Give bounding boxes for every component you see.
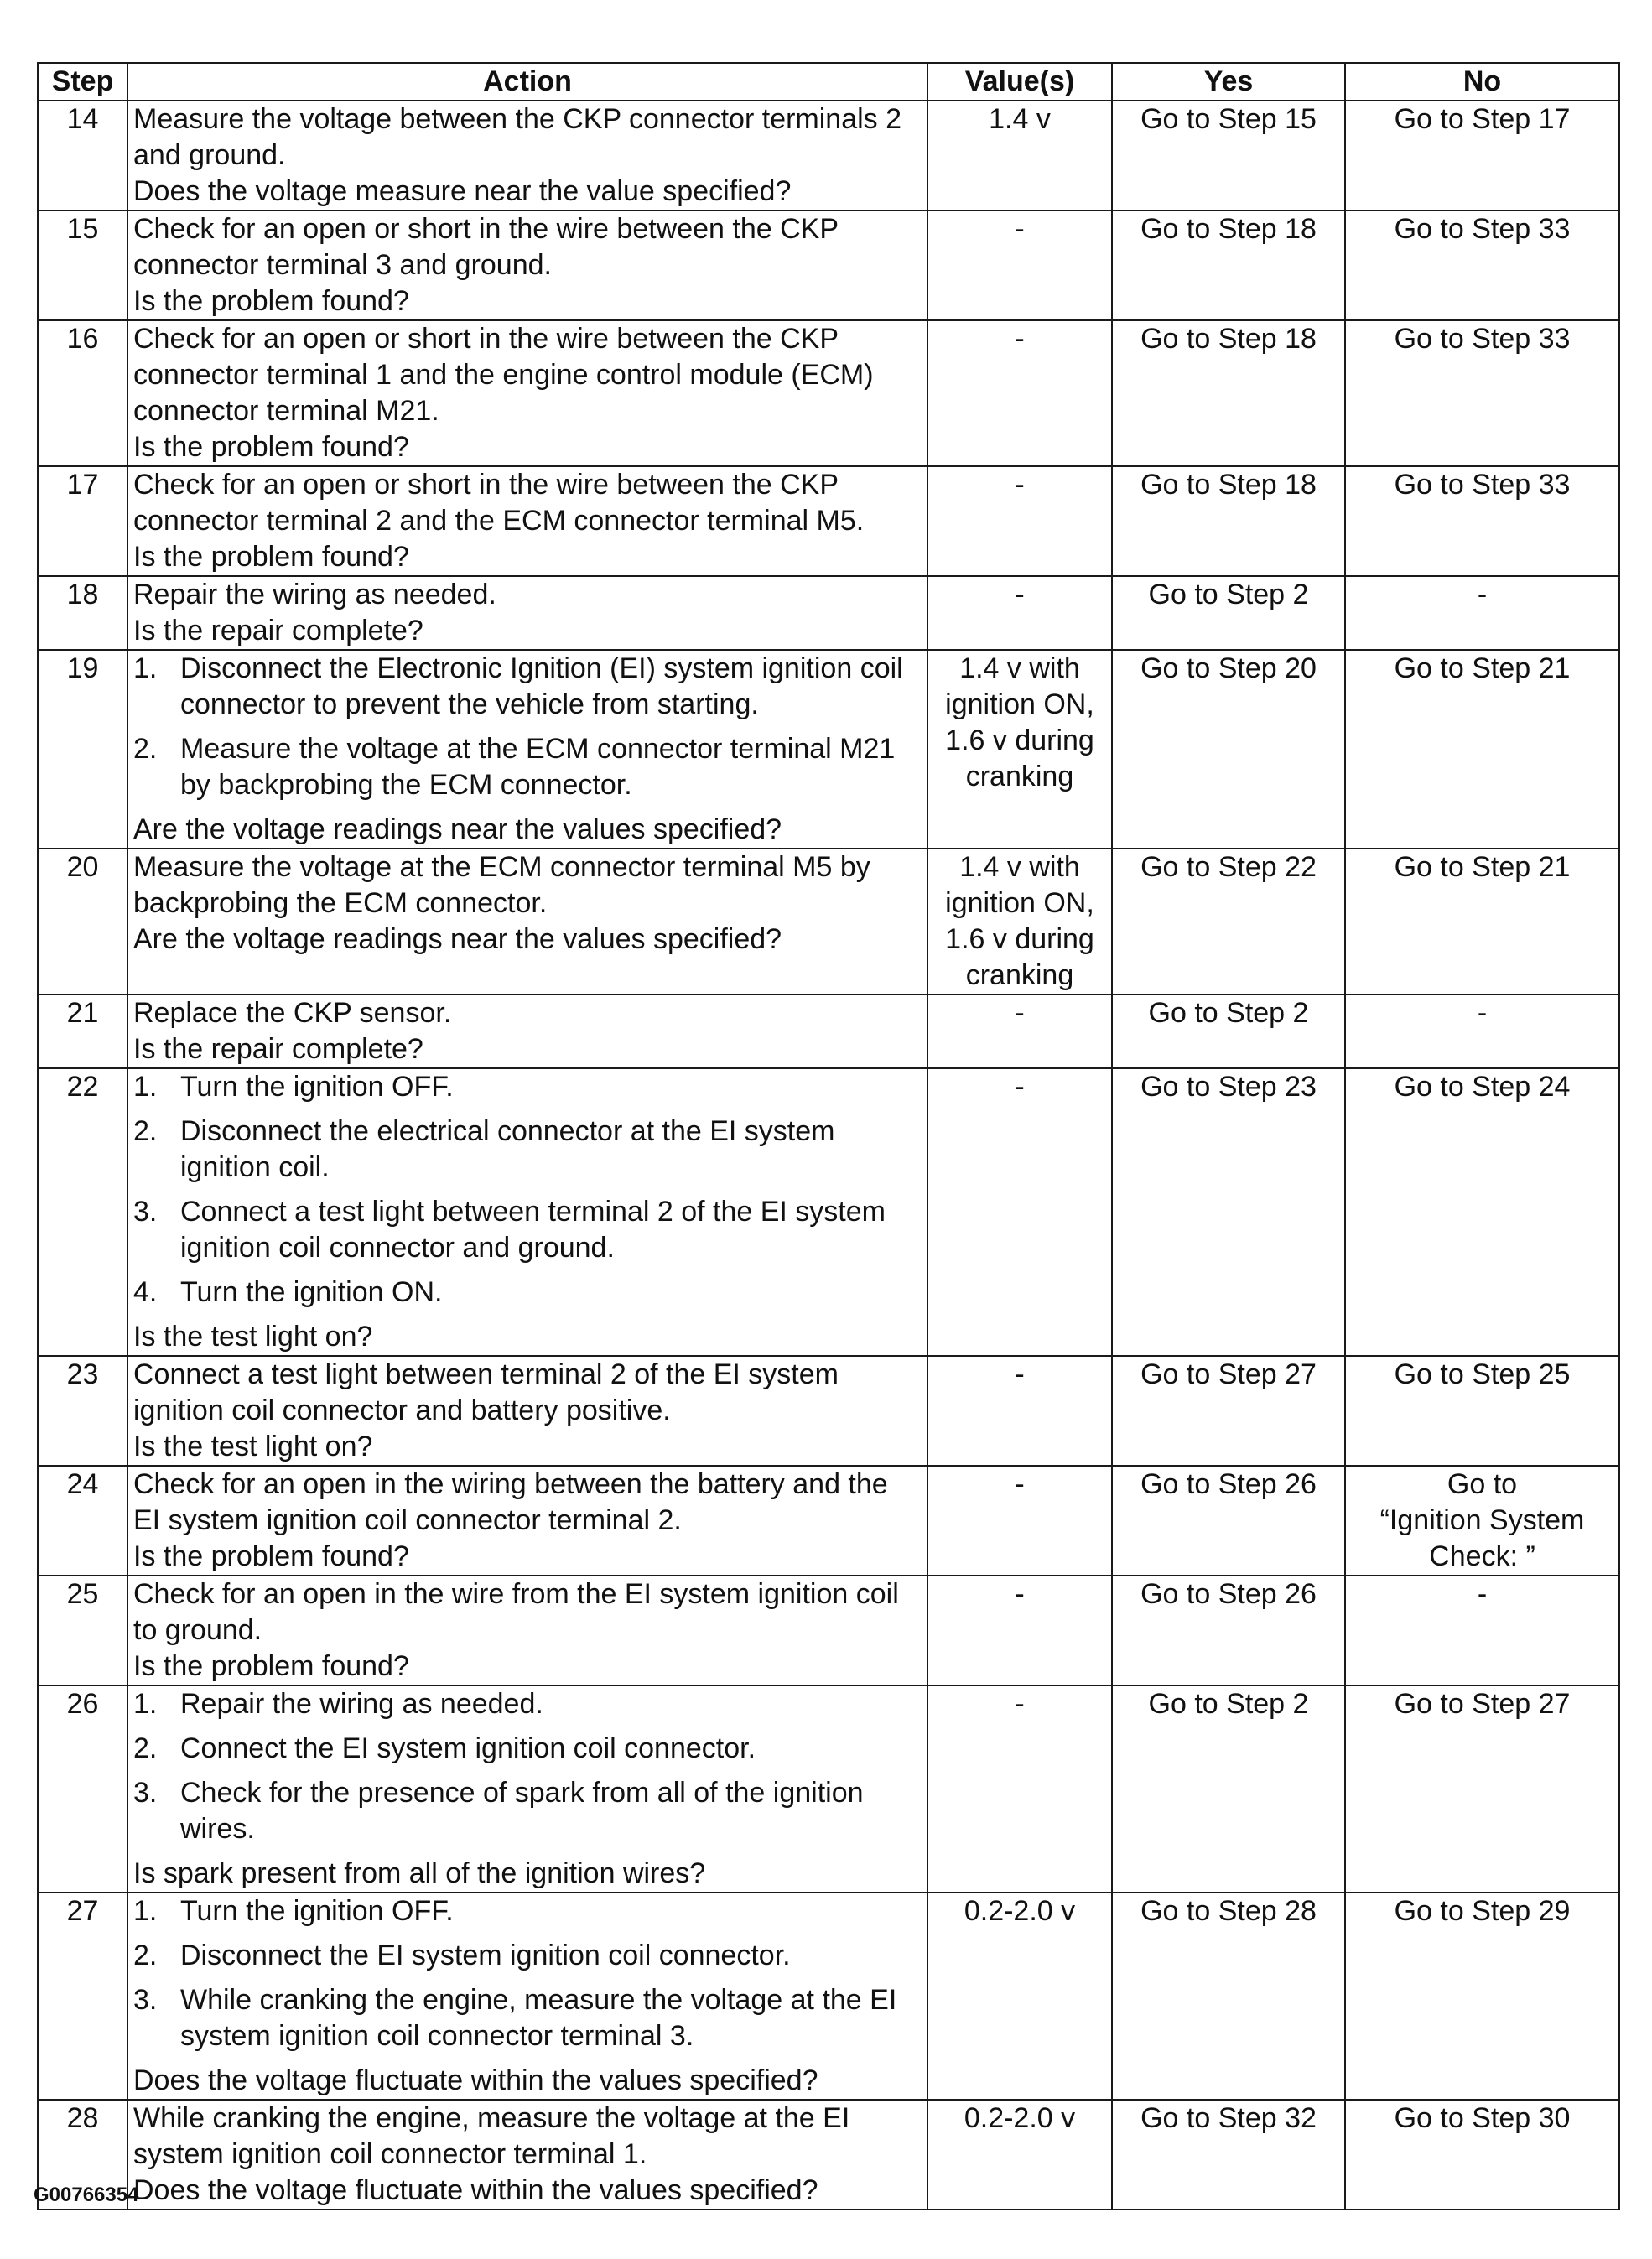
- action-list-item: [133, 1982, 922, 2054]
- action-text: Are the voltage readings near the values specified?: [133, 813, 782, 845]
- step-number: 14: [38, 101, 127, 210]
- no-line: Go to Step 21: [1394, 652, 1571, 684]
- list-number: 1.: [133, 1688, 158, 1720]
- action-list-item: [133, 1686, 922, 1722]
- value-cell: [927, 1466, 1112, 1576]
- no-line: Go to Step 17: [1394, 103, 1571, 135]
- action-list-item: [133, 651, 922, 723]
- value-cell: [927, 849, 1112, 994]
- action-text: Is the test light on?: [133, 1431, 373, 1462]
- step-number: 21: [38, 994, 127, 1068]
- yes-cell: Go to Step 2: [1112, 1685, 1345, 1893]
- action-list-item: [133, 1275, 922, 1311]
- action-text: Measure the voltage between the CKP connector terminals 2 and ground.: [133, 103, 902, 171]
- value-line: 1.4 v with: [959, 851, 1080, 883]
- action-cell: [127, 1068, 927, 1356]
- action-list-item: [133, 1731, 922, 1767]
- list-number: 2.: [133, 1940, 158, 1971]
- no-line: Check: ”: [1429, 1540, 1535, 1572]
- step-number: 27: [38, 1893, 127, 2100]
- value-line: 0.2-2.0 v: [964, 2102, 1076, 2134]
- yes-cell: Go to Step 15: [1112, 101, 1345, 210]
- action-text: Is the problem found?: [133, 1540, 409, 1572]
- action-cell: [127, 849, 927, 994]
- step-number: 19: [38, 650, 127, 849]
- diagnostic-table: [37, 62, 1620, 2210]
- action-text: Check for an open or short in the wire between the CKP connector terminal 1 and the engine control module (ECM) connector terminal M21.: [133, 323, 874, 427]
- value-line: -: [1015, 1688, 1025, 1720]
- no-line: -: [1477, 1578, 1488, 1610]
- table-body: [38, 101, 1619, 2210]
- action-text: While cranking the engine, measure the voltage at the EI system ignition coil connector terminal 1.: [133, 2102, 850, 2170]
- list-text: While cranking the engine, measure the voltage at the EI system ignition coil connector terminal 3.: [180, 1984, 897, 2052]
- value-line: ignition ON,: [945, 688, 1094, 720]
- list-text: Check for the presence of spark from all of the ignition wires.: [180, 1777, 864, 1845]
- action-text: Check for an open or short in the wire between the CKP connector terminal 2 and the ECM connector terminal M5.: [133, 469, 865, 537]
- action-cell: [127, 994, 927, 1068]
- action-text: Is the problem found?: [133, 1650, 409, 1682]
- yes-cell: Go to Step 23: [1112, 1068, 1345, 1356]
- action-text: Replace the CKP sensor.: [133, 997, 452, 1029]
- value-cell: [927, 1356, 1112, 1466]
- list-number: 3.: [133, 1196, 158, 1228]
- list-text: Turn the ignition OFF.: [180, 1071, 454, 1103]
- list-text: Connect the EI system ignition coil connector.: [180, 1732, 756, 1764]
- no-cell: [1345, 994, 1619, 1068]
- value-line: cranking: [965, 959, 1074, 991]
- value-line: ignition ON,: [945, 887, 1094, 919]
- list-text: Repair the wiring as needed.: [180, 1688, 543, 1720]
- list-number: 4.: [133, 1276, 158, 1308]
- action-cell: [127, 650, 927, 849]
- yes-cell: Go to Step 26: [1112, 1466, 1345, 1576]
- no-cell: [1345, 1576, 1619, 1685]
- list-number: 3.: [133, 1777, 158, 1809]
- action-text: Check for an open in the wiring between the battery and the EI system ignition coil connector terminal 2.: [133, 1468, 888, 1536]
- action-list-item: [133, 1775, 922, 1847]
- step-number: 25: [38, 1576, 127, 1685]
- action-cell: [127, 2100, 927, 2210]
- no-cell: [1345, 1685, 1619, 1893]
- yes-cell: Go to Step 18: [1112, 466, 1345, 576]
- list-text: Disconnect the Electronic Ignition (EI) system ignition coil connector to prevent the vehicle from starting.: [180, 652, 903, 720]
- header-value: Value(s): [927, 63, 1112, 101]
- table-row: [38, 210, 1619, 320]
- table-row: [38, 466, 1619, 576]
- list-number: 2.: [133, 733, 158, 765]
- value-line: -: [1015, 1358, 1025, 1390]
- list-text: Disconnect the EI system ignition coil connector.: [180, 1940, 791, 1971]
- step-number: 26: [38, 1685, 127, 1893]
- action-cell: [127, 1893, 927, 2100]
- action-list-item: [133, 1893, 922, 1929]
- no-line: Go to Step 33: [1394, 213, 1571, 245]
- no-line: “Ignition System: [1379, 1504, 1585, 1536]
- action-text: Is the repair complete?: [133, 615, 423, 647]
- action-text: Repair the wiring as needed.: [133, 579, 496, 610]
- list-text: Connect a test light between terminal 2 of the EI system ignition coil connector and ground.: [180, 1196, 886, 1264]
- step-number: 28: [38, 2100, 127, 2210]
- table-row: [38, 650, 1619, 849]
- no-cell: [1345, 849, 1619, 994]
- value-line: 1.4 v: [989, 103, 1051, 135]
- value-line: -: [1015, 997, 1025, 1029]
- step-number: 16: [38, 320, 127, 466]
- table-row: [38, 1356, 1619, 1466]
- table-row: [38, 1576, 1619, 1685]
- value-line: -: [1015, 1468, 1025, 1500]
- action-text: Is the test light on?: [133, 1321, 373, 1353]
- yes-cell: Go to Step 18: [1112, 210, 1345, 320]
- table-row: [38, 576, 1619, 650]
- no-cell: [1345, 320, 1619, 466]
- action-text: Does the voltage measure near the value specified?: [133, 175, 792, 207]
- table-row: [38, 1466, 1619, 1576]
- action-text: Check for an open in the wire from the EI system ignition coil to ground.: [133, 1578, 899, 1646]
- list-number: 1.: [133, 652, 158, 684]
- figure-code: G00766354: [34, 2184, 139, 2206]
- action-text: Measure the voltage at the ECM connector terminal M5 by backprobing the ECM connector.: [133, 851, 870, 919]
- no-cell: [1345, 1356, 1619, 1466]
- value-cell: [927, 101, 1112, 210]
- action-cell: [127, 101, 927, 210]
- no-line: Go to Step 27: [1394, 1688, 1571, 1720]
- no-cell: [1345, 1466, 1619, 1576]
- list-number: 1.: [133, 1071, 158, 1103]
- value-line: -: [1015, 1071, 1025, 1103]
- yes-cell: Go to Step 20: [1112, 650, 1345, 849]
- action-cell: [127, 210, 927, 320]
- value-line: -: [1015, 579, 1025, 610]
- action-list-item: [133, 1114, 922, 1186]
- action-cell: [127, 1356, 927, 1466]
- table-row: [38, 2100, 1619, 2210]
- yes-cell: Go to Step 28: [1112, 1893, 1345, 2100]
- list-number: 2.: [133, 1115, 158, 1147]
- yes-cell: Go to Step 2: [1112, 994, 1345, 1068]
- list-text: Measure the voltage at the ECM connector terminal M21 by backprobing the ECM connector.: [180, 733, 896, 801]
- step-number: 18: [38, 576, 127, 650]
- no-line: Go to Step 25: [1394, 1358, 1571, 1390]
- list-number: 2.: [133, 1732, 158, 1764]
- value-cell: [927, 1893, 1112, 2100]
- action-text: Is the problem found?: [133, 285, 409, 317]
- no-line: Go to: [1447, 1468, 1518, 1500]
- yes-cell: Go to Step 32: [1112, 2100, 1345, 2210]
- value-line: -: [1015, 323, 1025, 355]
- table-row: [38, 1685, 1619, 1893]
- header-yes: Yes: [1112, 63, 1345, 101]
- value-line: 1.6 v during: [945, 923, 1094, 955]
- step-number: 17: [38, 466, 127, 576]
- value-cell: [927, 1576, 1112, 1685]
- header-row: [38, 63, 1619, 101]
- table-row: [38, 1893, 1619, 2100]
- action-cell: [127, 466, 927, 576]
- yes-cell: Go to Step 22: [1112, 849, 1345, 994]
- action-list-item: [133, 1938, 922, 1974]
- value-line: 0.2-2.0 v: [964, 1895, 1076, 1927]
- yes-cell: Go to Step 18: [1112, 320, 1345, 466]
- step-number: 15: [38, 210, 127, 320]
- action-text: Connect a test light between terminal 2 of the EI system ignition coil connector and battery positive.: [133, 1358, 839, 1426]
- list-number: 1.: [133, 1895, 158, 1927]
- action-text: Is spark present from all of the ignition wires?: [133, 1857, 706, 1889]
- value-cell: [927, 466, 1112, 576]
- action-text: Are the voltage readings near the values specified?: [133, 923, 782, 955]
- no-cell: [1345, 576, 1619, 650]
- no-line: Go to Step 29: [1394, 1895, 1571, 1927]
- action-cell: [127, 1685, 927, 1893]
- list-text: Turn the ignition OFF.: [180, 1895, 454, 1927]
- no-line: Go to Step 21: [1394, 851, 1571, 883]
- no-line: Go to Step 33: [1394, 323, 1571, 355]
- list-number: 3.: [133, 1984, 158, 2016]
- value-line: -: [1015, 213, 1025, 245]
- no-cell: [1345, 466, 1619, 576]
- value-cell: [927, 210, 1112, 320]
- table-row: [38, 101, 1619, 210]
- value-cell: [927, 2100, 1112, 2210]
- header-no: No: [1345, 63, 1619, 101]
- action-cell: [127, 1466, 927, 1576]
- list-text: Disconnect the electrical connector at the EI system ignition coil.: [180, 1115, 835, 1183]
- table-row: [38, 849, 1619, 994]
- action-cell: [127, 576, 927, 650]
- no-line: -: [1477, 997, 1488, 1029]
- no-line: Go to Step 30: [1394, 2102, 1571, 2134]
- step-number: 23: [38, 1356, 127, 1466]
- value-line: -: [1015, 1578, 1025, 1610]
- no-cell: [1345, 101, 1619, 210]
- value-cell: [927, 320, 1112, 466]
- yes-cell: Go to Step 2: [1112, 576, 1345, 650]
- value-line: -: [1015, 469, 1025, 501]
- table-row: [38, 320, 1619, 466]
- value-line: 1.6 v during: [945, 724, 1094, 756]
- yes-cell: Go to Step 27: [1112, 1356, 1345, 1466]
- header-action: Action: [127, 63, 927, 101]
- list-text: Turn the ignition ON.: [180, 1276, 443, 1308]
- value-cell: [927, 994, 1112, 1068]
- value-cell: [927, 1068, 1112, 1356]
- action-text: Does the voltage fluctuate within the values specified?: [133, 2064, 818, 2096]
- action-text: Check for an open or short in the wire between the CKP connector terminal 3 and ground.: [133, 213, 839, 281]
- no-line: Go to Step 33: [1394, 469, 1571, 501]
- action-cell: [127, 320, 927, 466]
- no-cell: [1345, 1068, 1619, 1356]
- value-cell: [927, 650, 1112, 849]
- step-number: 22: [38, 1068, 127, 1356]
- action-cell: [127, 1576, 927, 1685]
- no-cell: [1345, 2100, 1619, 2210]
- yes-cell: Go to Step 26: [1112, 1576, 1345, 1685]
- action-text: Is the repair complete?: [133, 1033, 423, 1065]
- action-list-item: [133, 731, 922, 803]
- value-line: cranking: [965, 761, 1074, 792]
- action-text: Does the voltage fluctuate within the values specified?: [133, 2174, 818, 2206]
- value-cell: [927, 576, 1112, 650]
- table-row: [38, 994, 1619, 1068]
- action-list-item: [133, 1194, 922, 1266]
- step-number: 24: [38, 1466, 127, 1576]
- value-line: 1.4 v with: [959, 652, 1080, 684]
- no-cell: [1345, 650, 1619, 849]
- header-step: Step: [38, 63, 127, 101]
- action-list-item: [133, 1069, 922, 1105]
- no-line: -: [1477, 579, 1488, 610]
- no-cell: [1345, 210, 1619, 320]
- action-text: Is the problem found?: [133, 431, 409, 463]
- no-line: Go to Step 24: [1394, 1071, 1571, 1103]
- table-row: [38, 1068, 1619, 1356]
- no-cell: [1345, 1893, 1619, 2100]
- action-text: Is the problem found?: [133, 541, 409, 573]
- step-number: 20: [38, 849, 127, 994]
- value-cell: [927, 1685, 1112, 1893]
